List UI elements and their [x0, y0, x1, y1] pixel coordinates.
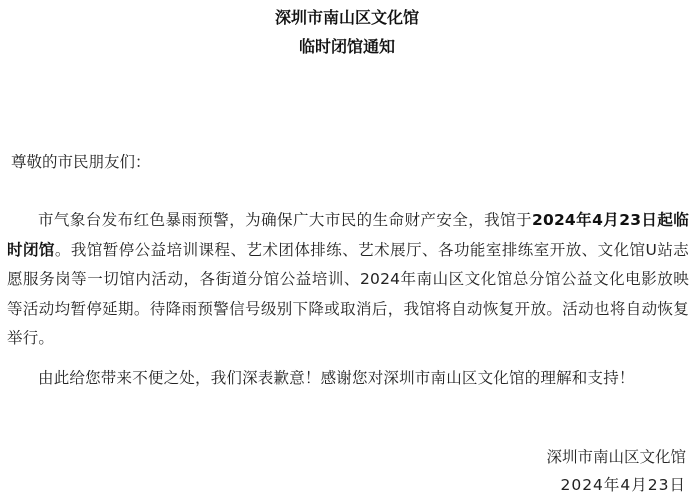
notice-title-organization: 深圳市南山区文化馆	[274, 8, 419, 27]
paragraph-text-intro: 市气象台发布红色暴雨预警，为确保广大市民的生命财产安全，我馆于	[38, 211, 532, 229]
closure-date-highlight: 2024年4月23日起临时闭馆	[7, 211, 690, 259]
paragraph-text-details: 。我馆暂停公益培训课程、艺术团体排练、艺术展厅、各功能室排练室开放、文化馆U站志愿服务岗等一切馆内活动，各街道分馆公益培训、2024年南山区文化馆总分馆公益文化电影放映等活动均暂停延期。待降雨预警信号级别下降或取消后，我馆将自动恢复开放。活动也将自动恢复举行。	[7, 240, 689, 347]
salutation: 尊敬的市民朋友们：	[11, 153, 151, 171]
notice-paragraph-closure	[7, 206, 689, 354]
signature-date: 2024年4月23日	[560, 476, 686, 494]
signature-organization: 深圳市南山区文化馆	[546, 448, 686, 466]
notice-title: 临时闭馆通知	[298, 37, 395, 56]
notice-paragraph-apology: 由此给您带来不便之处，我们深表歉意！感谢您对深圳市南山区文化馆的理解和支持！	[38, 369, 635, 387]
